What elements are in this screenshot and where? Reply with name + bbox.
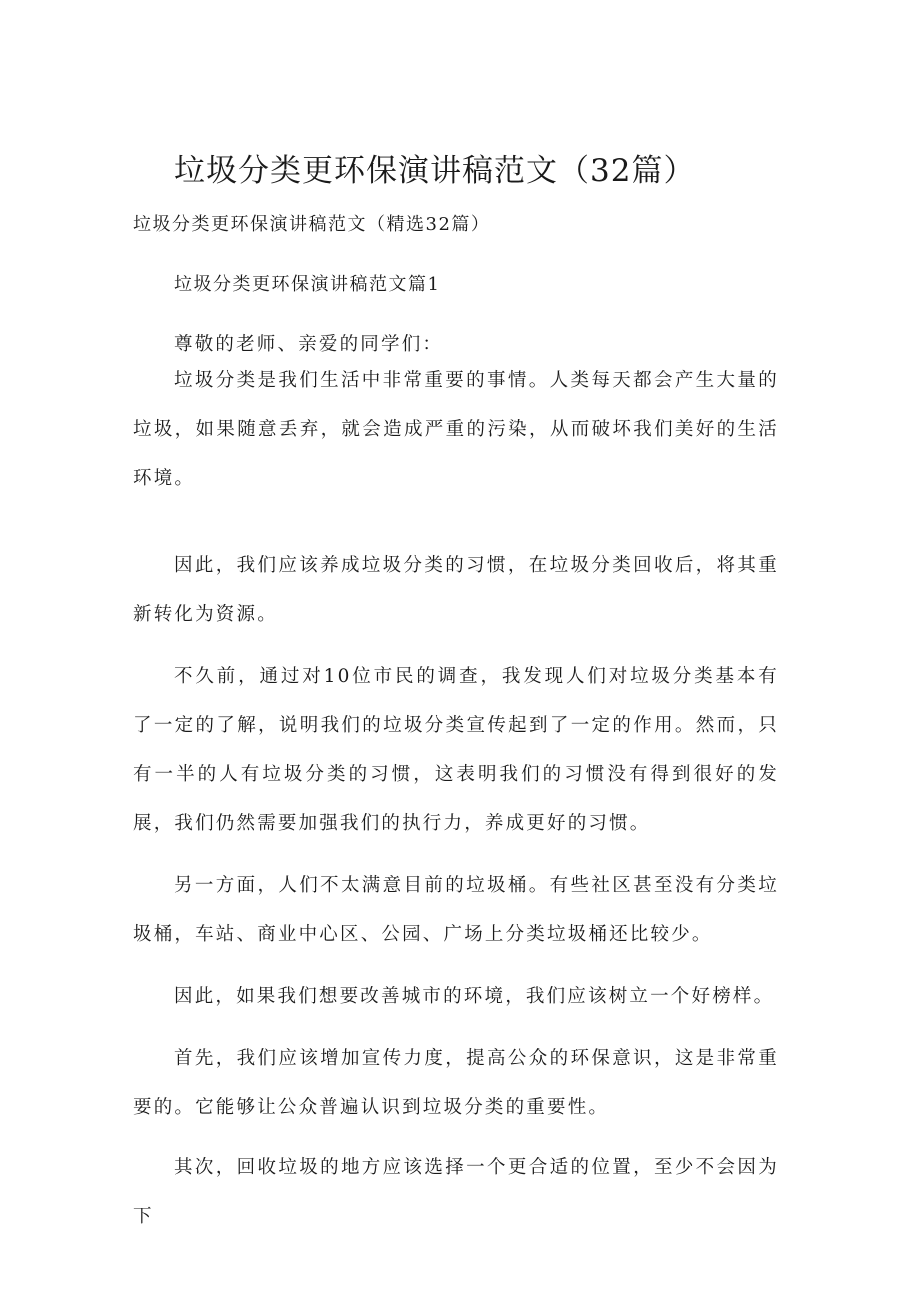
body-paragraph-6: 首先，我们应该增加宣传力度，提高公众的环保意识，这是非常重要的。它能够让公众普遍认识到垃圾分类的重要性。 [133,1048,779,1118]
body-paragraph-1: 垃圾分类是我们生活中非常重要的事情。人类每天都会产生大量的垃圾，如果随意丢弃，就会造成严重的污染，从而破坏我们美好的生活环境。 [133,370,779,489]
body-paragraph-2: 因此，我们应该养成垃圾分类的习惯，在垃圾分类回收后，将其重新转化为资源。 [133,555,779,625]
section-heading: 垃圾分类更环保演讲稿范文篇1 [174,274,441,295]
document-title: 垃圾分类更环保演讲稿范文（32篇） [174,153,696,189]
body-paragraph-4: 另一方面，人们不太满意目前的垃圾桶。有些社区甚至没有分类垃圾桶，车站、商业中心区、公园、广场上分类垃圾桶还比较少。 [133,875,779,945]
greeting-paragraph: 尊敬的老师、亲爱的同学们： [174,334,444,355]
body-paragraph-3: 不久前，通过对10位市民的调查，我发现人们对垃圾分类基本有了一定的了解，说明我们的垃圾分类宣传起到了一定的作用。然而，只有一半的人有垃圾分类的习惯，这表明我们的习惯没有得到很好的发展，我们仍然需要加强我们的执行力，养成更好的习惯。 [133,666,779,834]
body-paragraph-7: 其次，回收垃圾的地方应该选择一个更合适的位置，至少不会因为下 [133,1157,779,1227]
body-paragraph-5: 因此，如果我们想要改善城市的环境，我们应该树立一个好榜样。 [174,986,775,1007]
document-subtitle: 垃圾分类更环保演讲稿范文（精选32篇） [133,214,491,235]
